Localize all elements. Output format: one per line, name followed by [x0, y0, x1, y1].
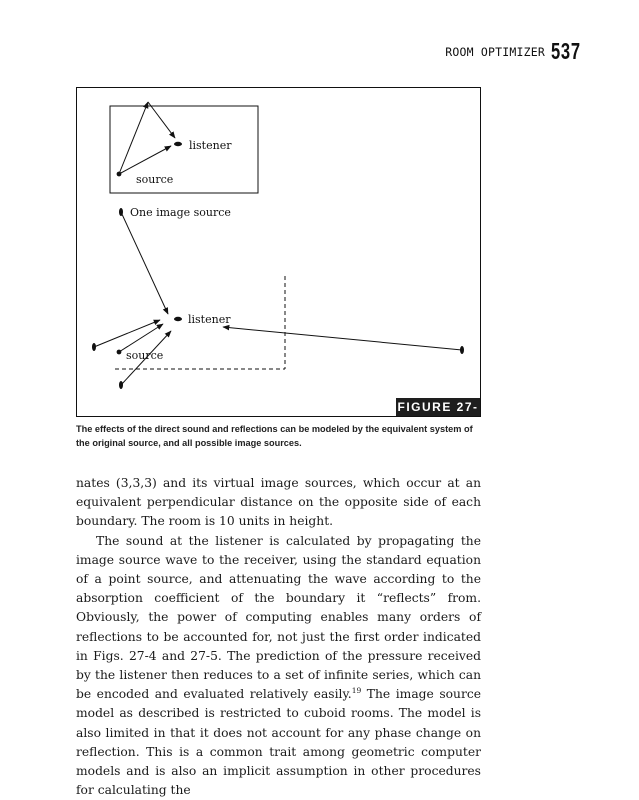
direct-path	[119, 146, 171, 174]
bottom-listener-marker	[174, 317, 182, 321]
figure-number-badge: FIGURE 27-	[397, 400, 479, 414]
paragraph-2-continuation: The image source model as described is restricted to cuboid rooms. The model is also limited in that it does not account for any phase change on reflection. This is a common trait among geometric computer models and is also an implicit assumption in other procedures for calculating the	[76, 687, 482, 798]
paragraph-2-text: The sound at the listener is calculated by propagating the image source wave to the receiver, using the standard equation of a point source, and attenuating the wave according to the absorption coefficient of the boundary it “reflects” from. Obviously, the power of computing enables many orders of reflections to be accounted for, not just the first order indicated in Figs. 27-4 and 27-5. The prediction of the pressure received by the listener then reduces to a set of infinite series, which can be encoded and evaluated relatively easily.	[76, 533, 481, 702]
top-source-label: source	[136, 173, 174, 186]
figure-caption: The effects of the direct sound and reflections can be modeled by the equivalent system of the original source, and all possible image sources.	[76, 424, 473, 448]
paragraph-1: nates (3,3,3) and its virtual image sources, which occur at an equivalent perpendicular distance on the opposite side of each boundary. The room is 10 units in height.	[76, 476, 481, 529]
image-source-diagram	[77, 88, 481, 417]
bottom-source-label: source	[126, 349, 164, 362]
top-listener-marker	[174, 142, 182, 146]
page-number: 537	[551, 38, 581, 64]
reflection-path-down	[148, 102, 175, 138]
top-source-dot	[117, 172, 122, 177]
right-image-path	[223, 327, 462, 350]
room-boundary	[110, 106, 258, 193]
image-source-path	[121, 212, 168, 314]
reference-superscript: 19	[351, 686, 362, 696]
figure-27-4	[76, 87, 481, 417]
paragraph-2	[76, 532, 481, 800]
left-image-path	[94, 320, 160, 347]
body-text	[76, 474, 481, 800]
image-source-label: One image source	[130, 206, 231, 219]
top-listener-label: listener	[189, 139, 232, 152]
reflection-path-up	[119, 102, 148, 174]
bottom-listener-label: listener	[188, 313, 231, 326]
running-header-title: ROOM OPTIMIZER	[445, 45, 545, 59]
